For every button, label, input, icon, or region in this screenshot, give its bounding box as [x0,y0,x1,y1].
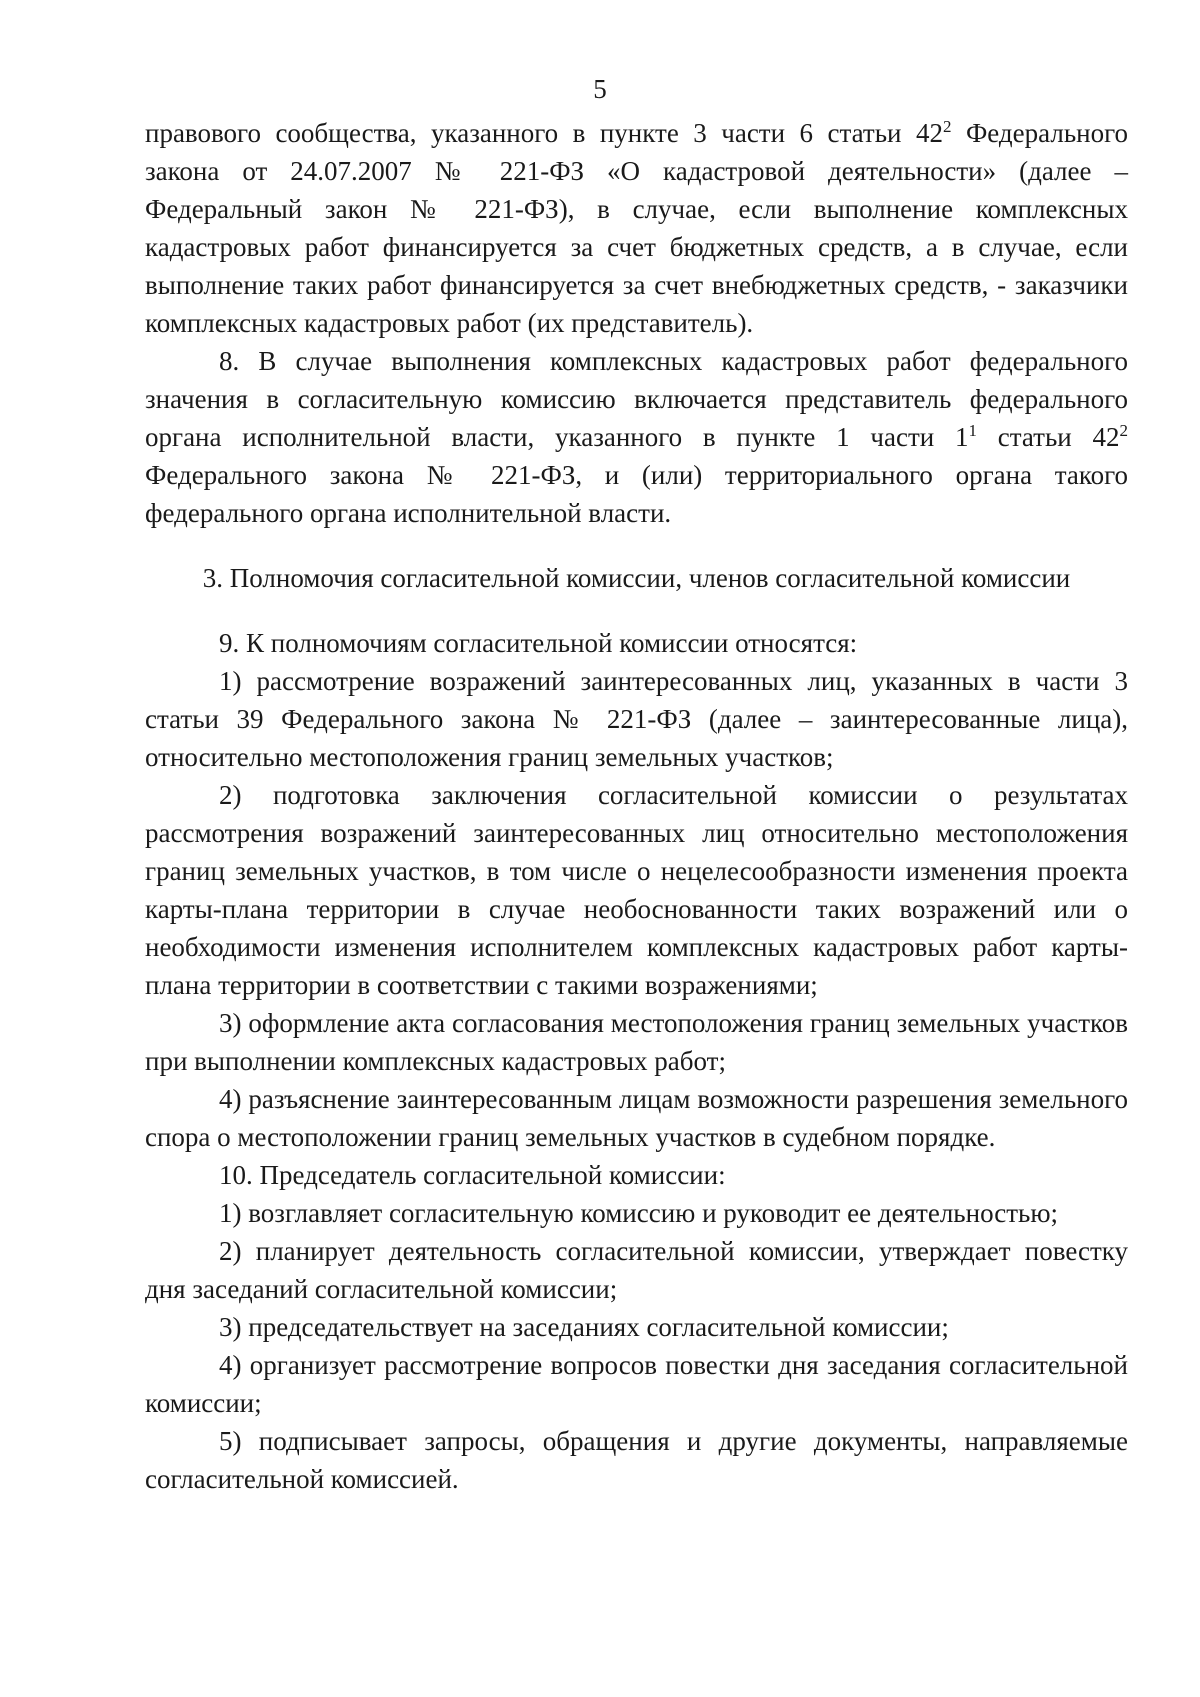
list-item: 4) разъяснение заинтересованным лицам возможности разрешения земельного спора о местоположении границ земельных участков в судебном порядке. [145,1084,1128,1152]
paragraph-continuation [145,114,1128,342]
list-item: 2) планирует деятельность согласительной комиссии, утверждает повестку дня заседаний согласительной комиссии; [145,1236,1128,1304]
paragraph-9: 9. К полномочиям согласительной комиссии относятся: [219,628,858,658]
paragraph-text: Федерального закона от 24.07.2007 № 221-ФЗ «О кадастровой деятельности» (далее – Федеральный закон № 221-ФЗ), в случае, если выполнение комплексных кадастровых работ финансируется за счет бюджетных средств, а в случае, если выполнение таких работ финансируется за счет внебюджетных средств, - заказчики комплексных кадастровых работ (их представитель). [145,118,1128,338]
superscript: 1 [968,421,977,440]
paragraph-text: статьи 42 [976,422,1120,452]
page-number: 5 [593,74,607,104]
paragraph-text: правового сообщества, указанного в пункте 3 части 6 статьи 42 [145,118,943,148]
paragraph-text: Федерального закона № 221-ФЗ, и (или) территориального органа такого федерального органа исполнительной власти. [145,460,1128,528]
document-body [145,114,1128,1498]
list-item: 4) организует рассмотрение вопросов повестки дня заседания согласительной комиссии; [145,1350,1128,1418]
paragraph-10: 10. Председатель согласительной комиссии: [219,1160,726,1190]
paragraph-8 [145,342,1128,532]
section-heading: 3. Полномочия согласительной комиссии, членов согласительной комиссии [202,563,1071,593]
list-item: 1) рассмотрение возражений заинтересованных лиц, указанных в части 3 статьи 39 Федерального закона № 221-ФЗ (далее – заинтересованные лица), относительно местоположения границ земельных участков; [145,666,1128,772]
list-item: 3) оформление акта согласования местоположения границ земельных участков при выполнении комплексных кадастровых работ; [145,1008,1128,1076]
list-item: 5) подписывает запросы, обращения и другие документы, направляемые согласительной комиссией. [145,1426,1128,1494]
superscript: 2 [1119,421,1128,440]
superscript: 2 [942,117,952,136]
list-item: 3) председательствует на заседаниях согласительной комиссии; [219,1312,949,1342]
list-item: 2) подготовка заключения согласительной комиссии о результатах рассмотрения возражений заинтересованных лиц относительно местоположения границ земельных участков, в том числе о нецелесообразности изменения проекта карты-плана территории в случае необоснованности таких возражений или о необходимости изменения исполнителем комплексных кадастровых работ карты-плана территории в соответствии с такими возражениями; [145,780,1128,1000]
list-item: 1) возглавляет согласительную комиссию и руководит ее деятельностью; [219,1198,1059,1228]
paragraph-text: 8. В случае выполнения комплексных кадастровых работ федерального значения в согласительную комиссию включается представитель федерального органа исполнительной власти, указанного в пункте 1 части 1 [145,346,1128,452]
